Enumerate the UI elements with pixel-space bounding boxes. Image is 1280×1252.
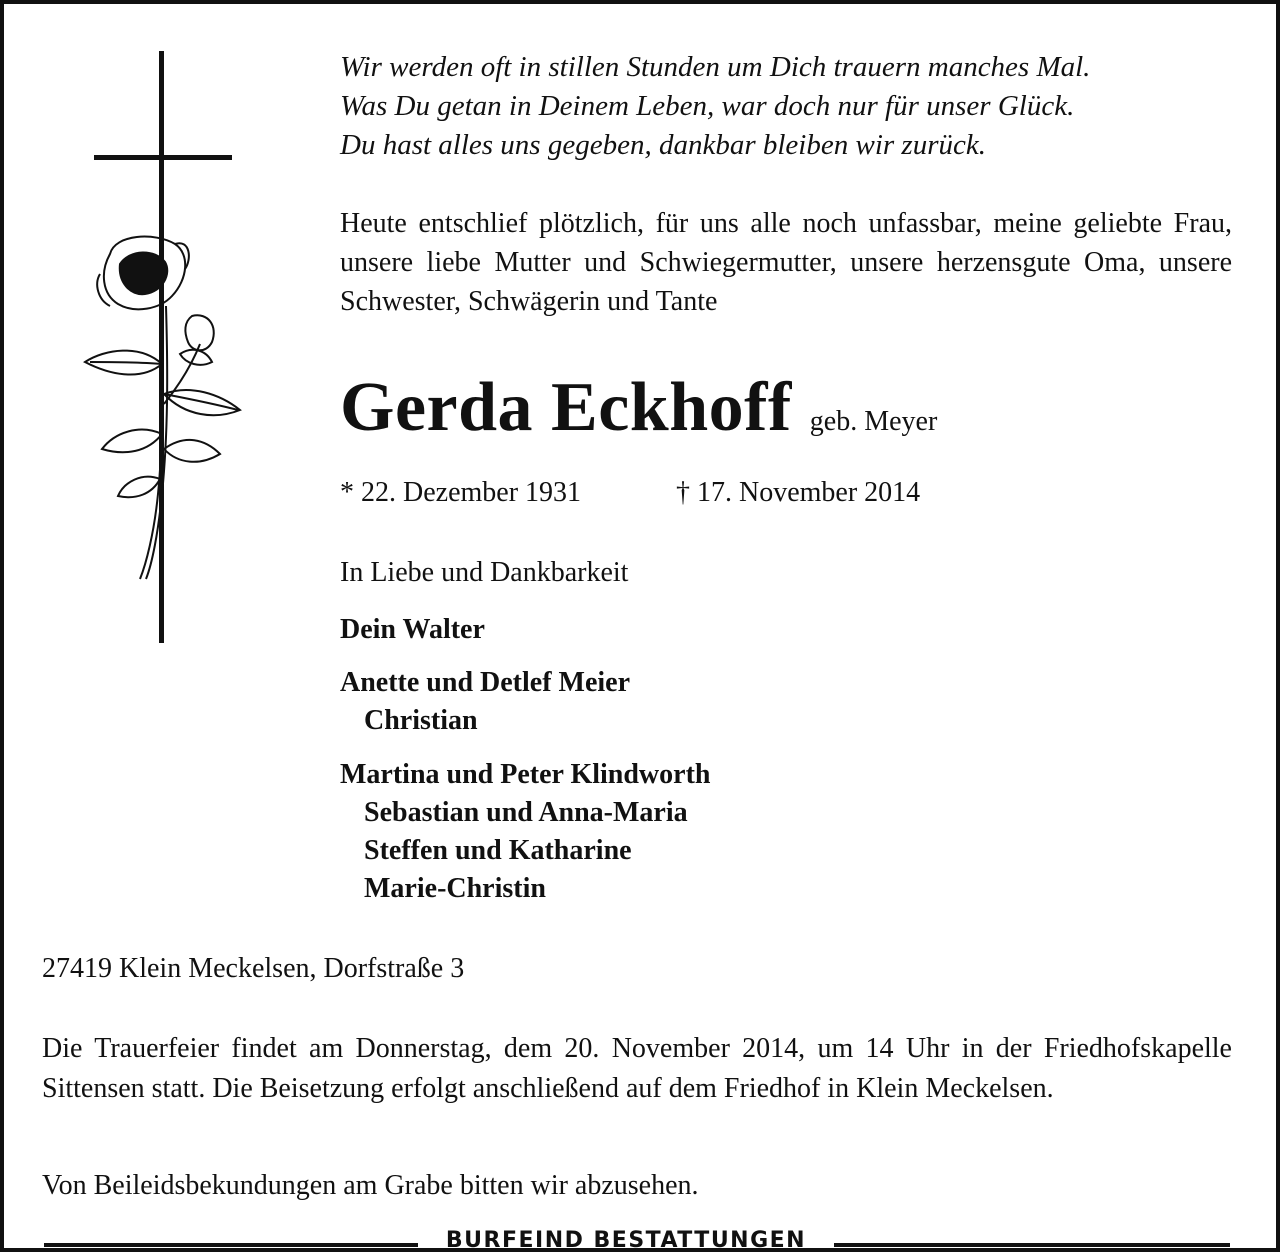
- mourner-group-head: Martina und Peter Klindworth: [340, 759, 711, 790]
- condolence-note: Von Beileidsbekundungen am Grabe bitten wir abzusehen.: [42, 1170, 699, 1201]
- mourner-child: Christian: [364, 705, 478, 736]
- mourner-child: Steffen und Katharine: [364, 835, 632, 866]
- intro-text: Heute entschlief plötzlich, für uns alle noch unfassbar, meine geliebte Frau, unsere liebe Mutter und Schwiegermutter, unsere herzensgute Oma, unsere Schwester, Schwägerin und Tante: [340, 208, 1232, 317]
- mourner-child: Marie-Christin: [364, 873, 546, 904]
- footer-rule: [834, 1243, 1230, 1247]
- poem-line: Was Du getan in Deinem Leben, war doch nur für unser Glück.: [340, 90, 1075, 122]
- closing-phrase: In Liebe und Dankbarkeit: [340, 557, 629, 588]
- mourner-group-head: Anette und Detlef Meier: [340, 667, 631, 698]
- address: 27419 Klein Meckelsen, Dorfstraße 3: [42, 953, 465, 984]
- undertaker-logo: BURFEIND BESTATTUNGEN: [445, 1228, 807, 1252]
- footer-rule: [44, 1243, 418, 1247]
- poem: [340, 48, 1240, 165]
- service-info: Die Trauerfeier findet am Donnerstag, dem 20. November 2014, um 14 Uhr in der Friedhofskapelle Sittensen statt. Die Beisetzung erfolgt anschließend auf dem Friedhof in Klein Meckelsen.: [42, 1033, 1232, 1104]
- rose-icon: [80, 234, 260, 584]
- poem-line: Wir werden oft in stillen Stunden um Dich trauern manches Mal.: [340, 51, 1091, 83]
- deceased-name-line: [340, 368, 937, 448]
- mourner-group: [340, 664, 630, 740]
- deceased-name: Gerda Eckhoff: [340, 369, 792, 446]
- poem-line: Du hast alles uns gegeben, dankbar bleiben wir zurück.: [340, 129, 986, 161]
- birth-date: * 22. Dezember 1931: [340, 477, 582, 508]
- mourner-husband: Dein Walter: [340, 614, 485, 645]
- mourner-group: [340, 756, 710, 908]
- mourner-child: Sebastian und Anna-Maria: [364, 797, 688, 828]
- maiden-name: geb. Meyer: [809, 406, 938, 437]
- cross-bar: [94, 155, 232, 160]
- death-date: † 17. November 2014: [676, 477, 921, 508]
